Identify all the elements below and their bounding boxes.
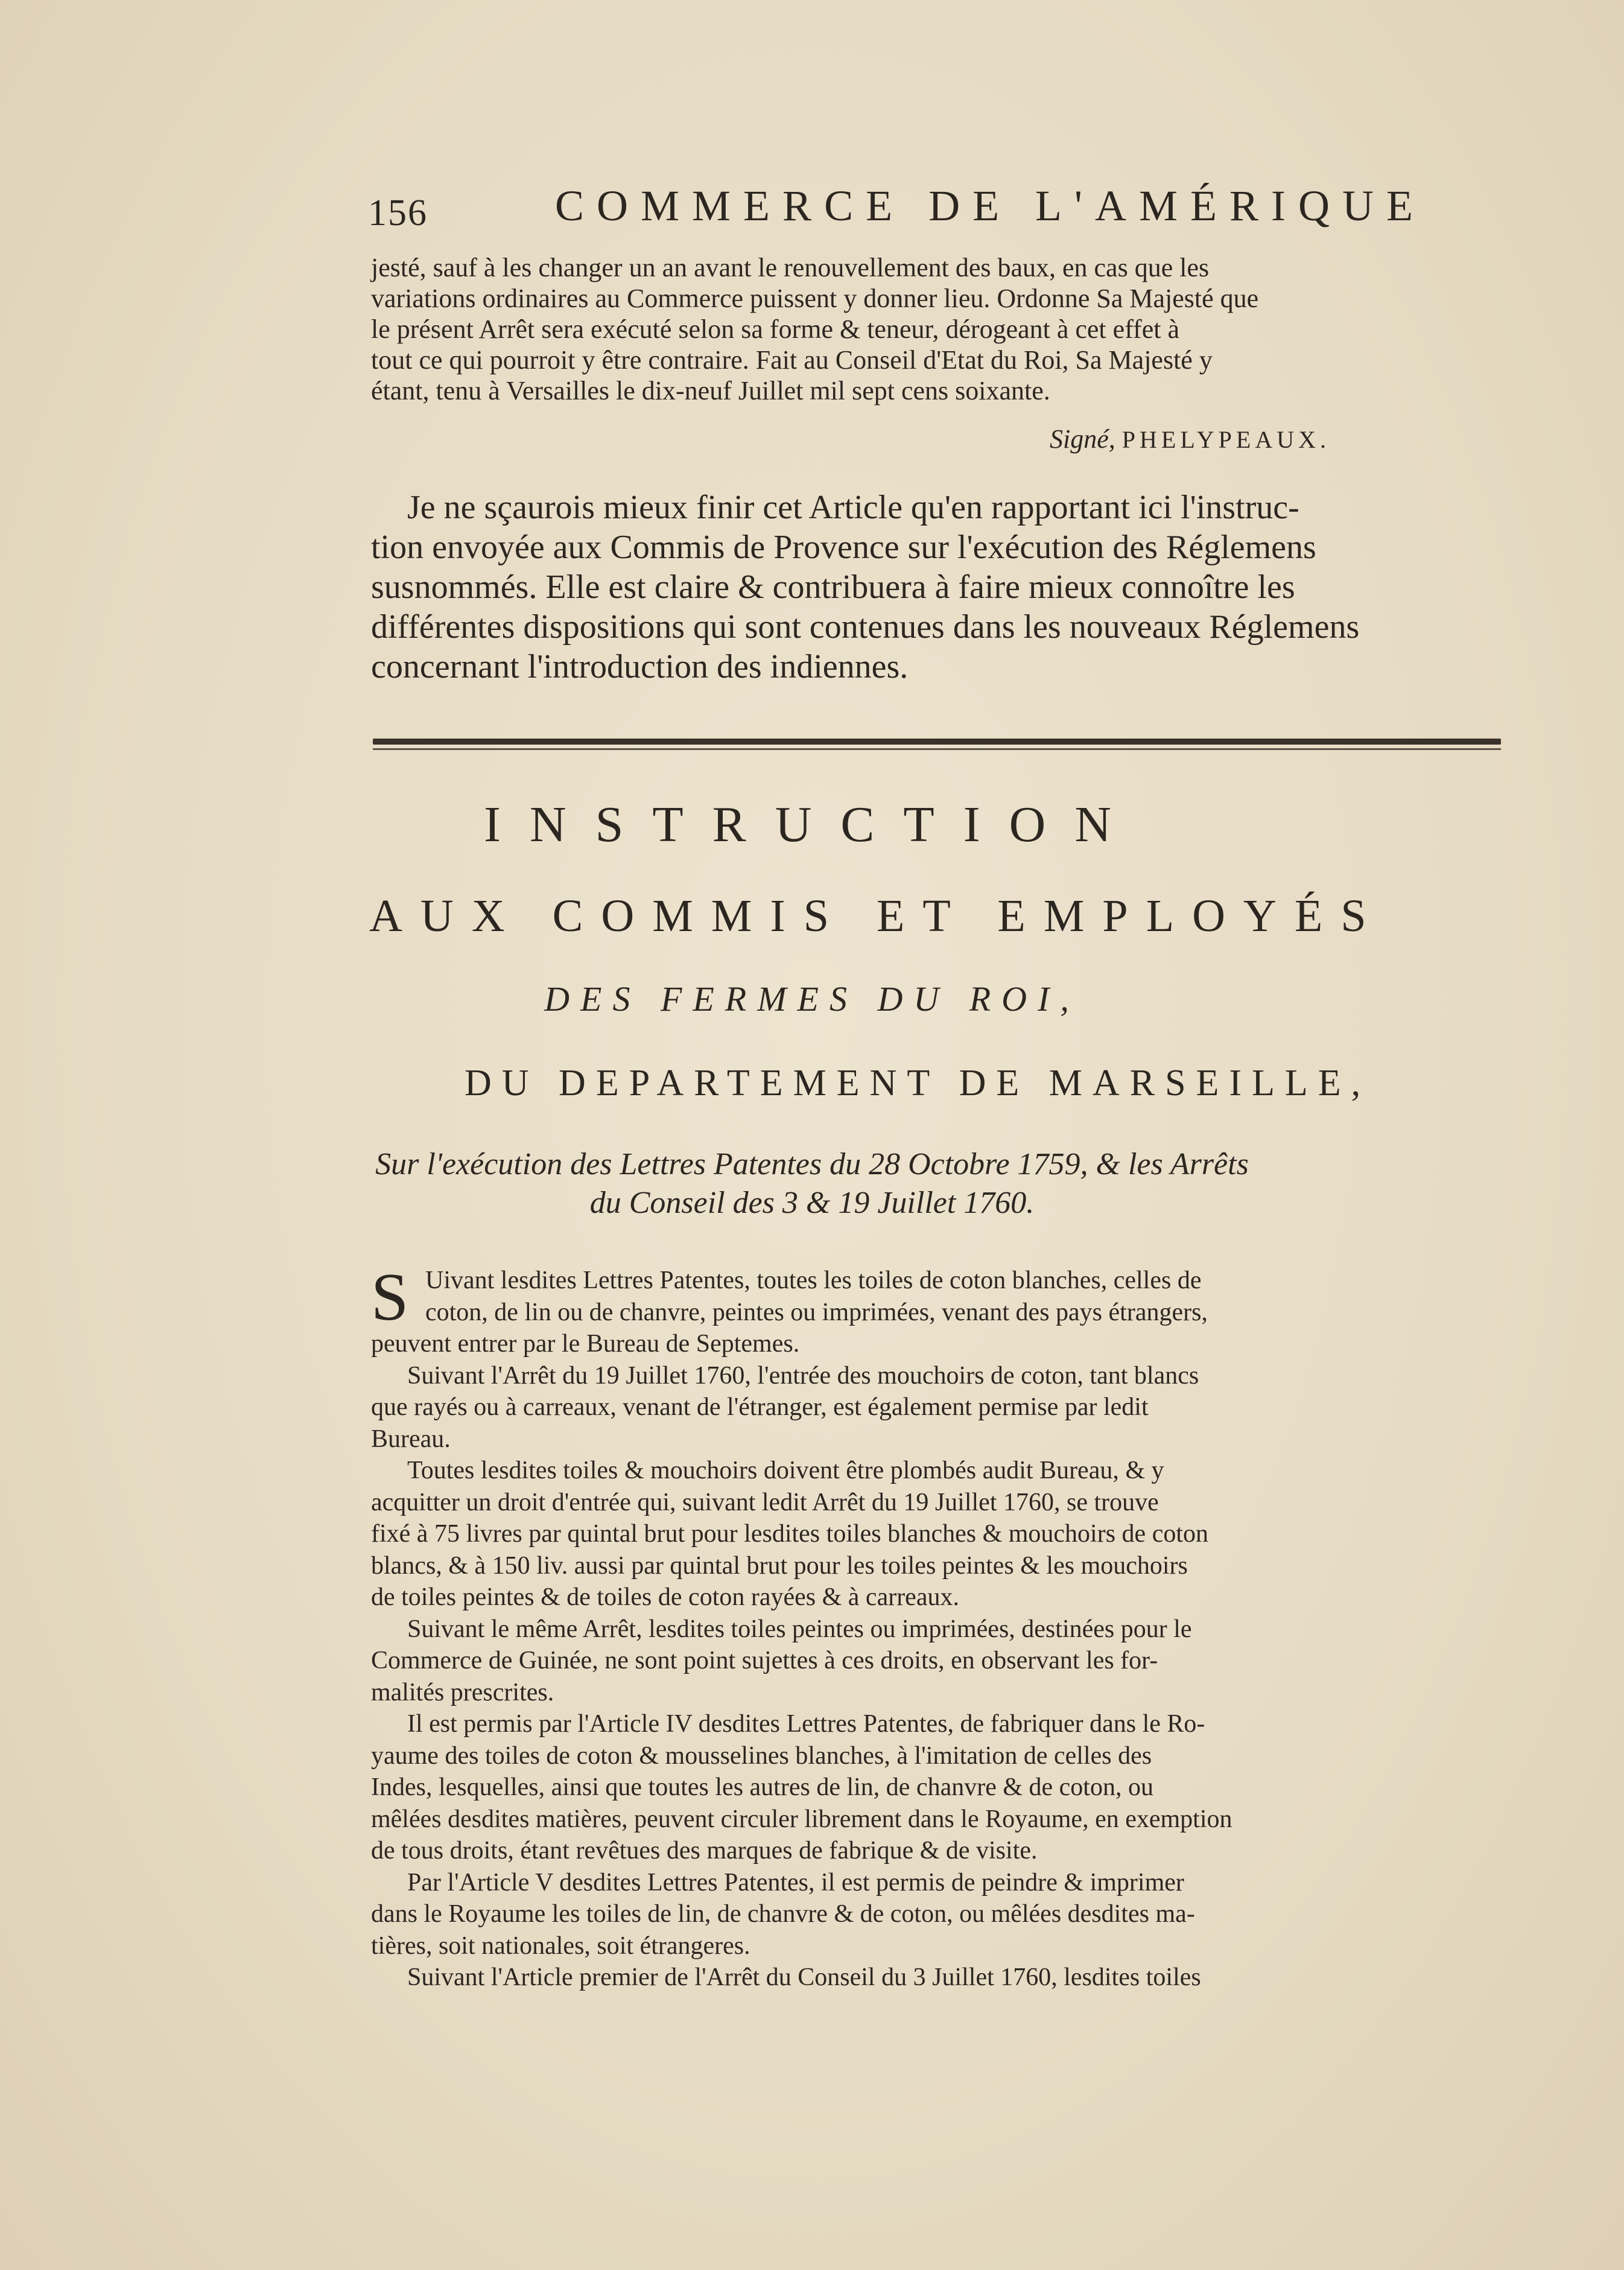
running-title: COMMERCE DE L'AMÉRIQUE: [555, 182, 1426, 230]
text-line: Suivant l'Article premier de l'Arrêt du Conseil du 3 Juillet 1760, lesdites toiles: [407, 1963, 1201, 1991]
page-header: [368, 181, 1426, 247]
text-line: yaume des toiles de coton & mousselines blanches, à l'imitation de celles des: [371, 1741, 1152, 1770]
text-line: concernant l'introduction des indiennes.: [371, 648, 909, 685]
intro-paragraph: [371, 488, 1517, 687]
signed-label: Signé,: [1050, 424, 1115, 454]
subtitle-line: du Conseil des 3 & 19 Juillet 1760.: [589, 1186, 1035, 1220]
text-line: peuvent entrer par le Bureau de Septemes.: [371, 1330, 800, 1358]
text-line: coton, de lin ou de chanvre, peintes ou imprimées, venant des pays étrangers,: [425, 1298, 1208, 1326]
text-line: tières, soit nationales, soit étrangeres.: [371, 1931, 750, 1960]
text-line: Par l'Article V desdites Lettres Patentes, il est permis de peindre & imprimer: [407, 1868, 1184, 1896]
text-line: jesté, sauf à les changer un an avant le renouvellement des baux, en cas que les: [371, 253, 1210, 282]
section-title-line-3: DES FERMES DU ROI,: [544, 979, 1080, 1019]
text-line: Commerce de Guinée, ne sont point sujettes à ces droits, en observant les for-: [371, 1647, 1158, 1674]
text-line: blancs, & à 150 liv. aussi par quintal brut pour les toiles peintes & les mouchoirs: [371, 1551, 1188, 1580]
text-line: tion envoyée aux Commis de Provence sur l'exécution des Réglemens: [371, 529, 1316, 566]
text-line: que rayés ou à carreaux, venant de l'étranger, est également permise par ledit: [371, 1393, 1149, 1421]
ornamental-rule: [373, 739, 1501, 745]
text-line: tout ce qui pourroit y être contraire. Fait au Conseil d'Etat du Roi, Sa Majesté y: [371, 345, 1213, 375]
section-subtitle: [0, 1145, 1624, 1222]
text-line: fixé à 75 livres par quintal brut pour lesdites toiles blanches & mouchoirs de coton: [371, 1520, 1209, 1548]
text-line: le présent Arrêt sera exécuté selon sa forme & teneur, dérogeant à cet effet à: [371, 314, 1179, 344]
page-number: 156: [368, 192, 428, 234]
text-line: de toiles peintes & de toiles de coton rayées & à carreaux.: [371, 1583, 959, 1611]
text-line: différentes dispositions qui sont contenues dans les nouveaux Réglemens: [371, 608, 1360, 646]
section-title-line-4: DU DEPARTEMENT DE MARSEILLE,: [465, 1063, 1371, 1104]
section-title: INSTRUCTION: [484, 796, 1140, 853]
text-line: Suivant l'Arrêt du 19 Juillet 1760, l'entrée des mouchoirs de coton, tant blancs: [407, 1361, 1199, 1390]
text-line: susnommés. Elle est claire & contribuera à faire mieux connoître les: [371, 568, 1295, 606]
text-line: Bureau.: [371, 1425, 451, 1453]
text-line: variations ordinaires au Commerce puissent y donner lieu. Ordonne Sa Majesté que: [371, 284, 1259, 313]
text-line: dans le Royaume les toiles de lin, de chanvre & de coton, ou mêlées desdites ma-: [371, 1900, 1195, 1928]
drop-cap: S: [371, 1260, 409, 1335]
decree-closing-paragraph: [371, 252, 1517, 406]
text-line: Indes, lesquelles, ainsi que toutes les autres de lin, de chanvre & de coton, ou: [371, 1773, 1153, 1801]
text-line: Je ne sçaurois mieux finir cet Article qu'en rapportant ici l'instruc-: [407, 489, 1299, 526]
ornamental-rule-thin: [373, 748, 1501, 750]
text-line: étant, tenu à Versailles le dix-neuf Juillet mil sept cens soixante.: [371, 376, 1050, 405]
text-line: de tous droits, étant revêtues des marques de fabrique & de visite.: [371, 1837, 1038, 1865]
text-line: Uivant lesdites Lettres Patentes, toutes les toiles de coton blanches, celles de: [425, 1267, 1202, 1294]
section-title-line-2: AUX COMMIS ET EMPLOYÉS: [369, 891, 1385, 941]
text-line: mêlées desdites matières, peuvent circuler librement dans le Royaume, en exemption: [371, 1805, 1232, 1833]
text-line: Il est permis par l'Article IV desdites Lettres Patentes, de fabriquer dans le Ro-: [407, 1710, 1205, 1738]
instruction-body: [371, 1260, 1517, 1994]
text-line: acquitter un droit d'entrée qui, suivant ledit Arrêt du 19 Juillet 1760, se trouve: [371, 1488, 1159, 1516]
text-line: Suivant le même Arrêt, lesdites toiles peintes ou imprimées, destinées pour le: [407, 1615, 1192, 1643]
text-line: malités prescrites.: [371, 1678, 554, 1706]
signatory-name: PHELYPEAUX.: [1121, 426, 1330, 453]
signature-line: [1050, 424, 1330, 454]
text-line: Toutes lesdites toiles & mouchoirs doivent être plombés audit Bureau, & y: [407, 1457, 1164, 1484]
subtitle-line: Sur l'exécution des Lettres Patentes du 28 Octobre 1759, & les Arrêts: [375, 1147, 1249, 1181]
